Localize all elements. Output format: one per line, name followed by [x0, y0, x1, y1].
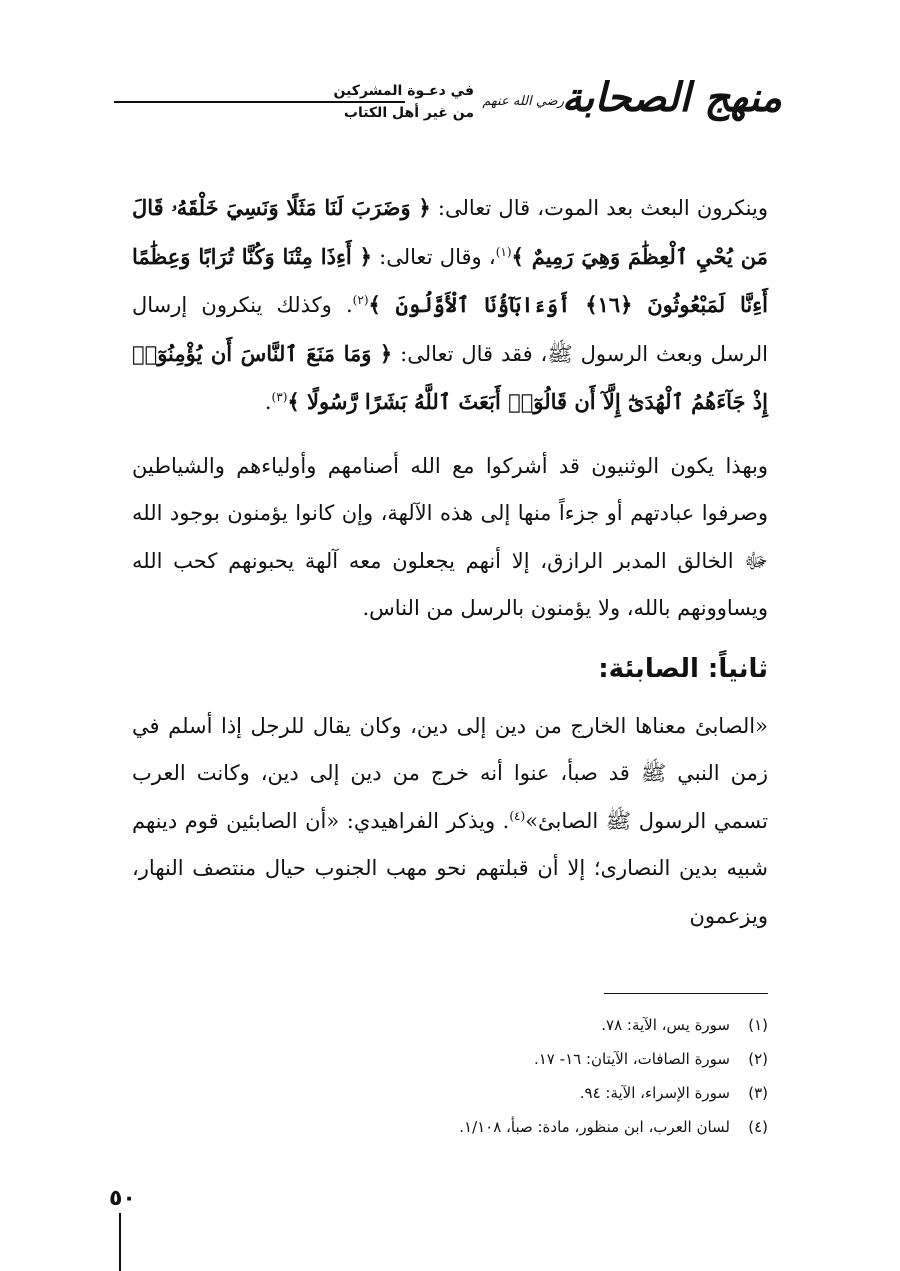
footnote-number: (٤) — [748, 1118, 768, 1136]
main-text — [132, 184, 768, 940]
footnote-ref-1: (١) — [495, 244, 512, 259]
running-header — [114, 70, 782, 140]
footnote-text: سورة الصافات، الآيتان: ١٦- ١٧. — [533, 1050, 730, 1068]
subtitle-line-1: في دعـوة المشركين — [333, 83, 474, 99]
footnote-text: لسان العرب، ابن منظور، مادة: صبأ، ١/١٠٨. — [459, 1118, 730, 1136]
book-title-logo: منهج الصحابة — [561, 74, 782, 121]
subtitle-line-2: من غير أهل الكتاب — [343, 105, 474, 121]
text-segment: . وكذلك ينكرون إرسال الرسل وبعث الرسول ﷺ، فقد قال تعالى: — [132, 293, 768, 366]
footnote-text: سورة الإسراء، الآية: ٩٤. — [579, 1084, 730, 1102]
quran-verse: ﴿ وَضَرَبَ لَنَا مَثَلًا وَنَسِيَ خَلْقَهُۥ قَالَ مَن يُحْيِ ٱلْعِظَٰمَ وَهِيَ رَمِيمٌ ﴾ — [132, 195, 768, 269]
page-side-rule — [119, 1213, 121, 1271]
text-segment: وينكرون البعث بعد الموت، قال تعالى: — [430, 196, 768, 220]
text-segment: . ويذكر الفراهيدي: «أن الصابئين قوم دينهم شبيه بدين النصارى؛ إلا أن قبلتهم نحو مهب الجنوب حيال منتصف النهار، ويزعمون — [132, 808, 768, 928]
footnote-2 — [132, 1042, 768, 1076]
footnote-1 — [132, 1008, 768, 1042]
footnote-ref-2: (٢) — [352, 293, 369, 307]
footnote-number: (١) — [748, 1016, 768, 1034]
paragraph-idolaters: وبهذا يكون الوثنيون قد أشركوا مع الله أصنامهم وأولياءهم والشياطين وصرفوا عبادتهم أو جزءاً منها إلى هذه الآلهة، وإن كانوا يؤمنون بوجود الله ﷻ الخالق المدبر الرازق، إلا أنهم يجعلون معه آلهة يحبونهم كحب الله ويساوونهم بالله، ولا يؤمنون بالرسل من الناس. — [132, 453, 768, 620]
section-heading: ثانياً: الصابئة: — [598, 653, 768, 684]
text-segment: «الصابئ معناها الخارج من دين إلى دين، وكان يقال للرجل إذا أسلم في زمن النبي ﷺ قد صبأ، عنوا أنه خرج من دين إلى دين، وكانت العرب تسمي الرسول ﷺ الصابئ» — [132, 713, 769, 833]
footnote-number: (٣) — [748, 1084, 768, 1102]
footnote-ref-4: (٤) — [509, 808, 526, 823]
footnote-number: (٢) — [748, 1050, 768, 1068]
header-rule — [114, 101, 405, 103]
footnote-ref-3: (٣) — [271, 390, 288, 404]
footnotes — [132, 1008, 768, 1144]
quran-verse: ﴿ وَمَا مَنَعَ ٱلنَّاسَ أَن يُؤْمِنُوٓا۟ إِذْ جَآءَهُمُ ٱلْهُدَىٰٓ إِلَّآ أَن قَالُوٓا۟ أَبَعَثَ ٱللَّهُ بَشَرًا رَّسُولًا ﴾ — [132, 340, 768, 414]
footnote-separator — [604, 993, 768, 994]
footnote-4 — [132, 1110, 768, 1144]
paragraph-resurrection — [132, 184, 768, 427]
footnote-text: سورة يس، الآية: ٧٨. — [601, 1016, 730, 1034]
honorific-phrase: رضي الله عنهم — [482, 94, 564, 109]
text-segment: . — [264, 390, 272, 414]
paragraph-sabians — [132, 703, 768, 941]
quran-verse: ﴿ أَءِذَا مِتْنَا وَكُنَّا تُرَابًا وَعِظَٰمًا أَءِنَّا لَمَبْعُوثُونَ ﴿١٦﴾ أَوَءَابَآؤُنَا ٱلْأَوَّلُونَ ﴾ — [132, 243, 768, 317]
footnote-3 — [132, 1076, 768, 1110]
page-number: ٥٠ — [109, 1186, 136, 1211]
text-segment: ، وقال تعالى: — [371, 244, 496, 269]
